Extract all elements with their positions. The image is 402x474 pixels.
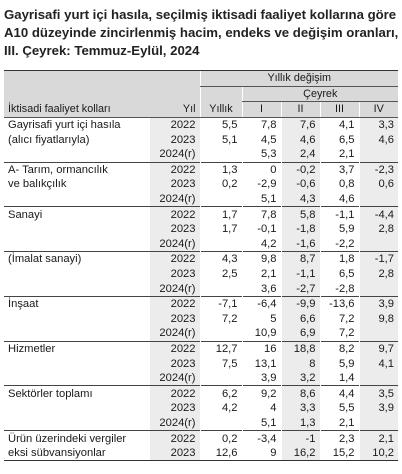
quarter-2-value: 8,6 — [281, 386, 320, 401]
quarter-1-value: 7,8 — [242, 117, 281, 132]
year-cell: 2023 — [150, 267, 200, 282]
quarter-4-value — [359, 281, 398, 296]
quarter-2-value: -1,8 — [281, 222, 320, 237]
quarter-4-value: 3,5 — [359, 386, 398, 401]
sector-label — [4, 371, 150, 386]
quarter-1-value: 2,1 — [242, 267, 281, 282]
quarter-3-value: 7,2 — [320, 312, 359, 327]
quarter-3-value: 6,5 — [320, 132, 359, 147]
quarter-header: Çeyrek — [242, 86, 398, 102]
annual-value — [200, 147, 242, 162]
annual-value: -7,1 — [200, 296, 242, 311]
quarter-4-value: 3,9 — [359, 401, 398, 416]
quarter-2-value: 6,6 — [281, 312, 320, 327]
quarter-1-value: -0,1 — [242, 222, 281, 237]
quarter-2-value: 2,4 — [281, 147, 320, 162]
quarter-1-value: 3,9 — [242, 371, 281, 386]
year-cell: 2023 — [150, 132, 200, 147]
quarter-4-value: -1,7 — [359, 252, 398, 267]
annual-value — [200, 416, 242, 431]
quarter-3-value: 4,4 — [320, 386, 359, 401]
quarter-3-value: 4,6 — [320, 192, 359, 207]
table-row — [4, 207, 398, 222]
table-row — [4, 326, 398, 341]
quarter-3-header: III — [320, 102, 359, 118]
quarter-2-value: -9,9 — [281, 296, 320, 311]
quarter-4-value — [359, 371, 398, 386]
quarter-4-value: -4,4 — [359, 207, 398, 222]
quarter-3-value: 15,2 — [320, 446, 359, 461]
year-cell: 2022 — [150, 296, 200, 311]
sector-label: (alıcı fiyatlarıyla) — [8, 133, 90, 146]
table-row — [4, 431, 398, 446]
year-cell: 2024(r) — [150, 237, 200, 252]
quarter-1-value: 5,1 — [242, 416, 281, 431]
sector-label — [4, 312, 150, 327]
year-cell: 2022 — [150, 117, 200, 132]
table-row — [4, 416, 398, 431]
year-cell: 2022 — [150, 341, 200, 356]
sector-label — [4, 267, 150, 282]
year-cell: 2022 — [150, 431, 200, 446]
quarter-2-value: 4,3 — [281, 192, 320, 207]
year-column-header: Yıl — [150, 102, 200, 118]
quarter-2-value: -0,6 — [281, 177, 320, 192]
annual-value: 6,2 — [200, 386, 242, 401]
annual-value: 7,5 — [200, 356, 242, 371]
year-cell: 2023 — [150, 446, 200, 461]
quarter-3-value: 5,5 — [320, 401, 359, 416]
quarter-2-value: 1,3 — [281, 416, 320, 431]
sector-label: Sektörler toplamı — [4, 386, 150, 401]
sector-label: Ürün üzerindeki vergiler — [4, 431, 150, 446]
gdp-table — [4, 70, 398, 461]
table-body — [4, 117, 398, 461]
quarter-1-value: -2,9 — [242, 177, 281, 192]
quarter-4-value — [359, 416, 398, 431]
annual-value — [200, 326, 242, 341]
quarter-3-value: 5,9 — [320, 222, 359, 237]
quarter-2-value: 8 — [281, 356, 320, 371]
annual-value: 5,1 — [200, 132, 242, 147]
quarter-4-value: 2,1 — [359, 431, 398, 446]
sector-label — [4, 237, 150, 252]
table-row — [4, 162, 398, 177]
quarter-3-value: 2,1 — [320, 147, 359, 162]
sector-label: İnşaat — [4, 296, 150, 311]
annual-value: 1,7 — [200, 207, 242, 222]
quarter-1-value: -3,4 — [242, 431, 281, 446]
annual-value — [200, 371, 242, 386]
sector-label: A- Tarım, ormancılık — [4, 162, 150, 177]
quarter-2-value: -1 — [281, 431, 320, 446]
quarter-3-value: 7,2 — [320, 326, 359, 341]
quarter-1-value: 5 — [242, 312, 281, 327]
quarter-3-value: 3,7 — [320, 162, 359, 177]
sector-label — [4, 281, 150, 296]
quarter-4-value — [359, 326, 398, 341]
quarter-1-value: -6,4 — [242, 296, 281, 311]
table-row — [4, 147, 398, 162]
year-cell: 2023 — [150, 401, 200, 416]
quarter-2-value: -0,2 — [281, 162, 320, 177]
quarter-4-value: 9,7 — [359, 341, 398, 356]
annual-value — [200, 281, 242, 296]
annual-value: 12,6 — [200, 446, 242, 461]
quarter-3-value: -1,1 — [320, 207, 359, 222]
annual-column-header: Yıllık — [200, 102, 242, 118]
table-row — [4, 356, 398, 371]
annual-value: 5,5 — [200, 117, 242, 132]
annual-value — [200, 237, 242, 252]
quarter-4-value: 2,8 — [359, 267, 398, 282]
year-cell: 2024(r) — [150, 192, 200, 207]
quarter-1-value: 5,1 — [242, 192, 281, 207]
annual-value: 4,3 — [200, 252, 242, 267]
quarter-1-header: I — [242, 102, 281, 118]
table-row — [4, 267, 398, 282]
sector-label: Sanayi — [4, 207, 150, 222]
quarter-3-value: 5,9 — [320, 356, 359, 371]
year-cell: 2023 — [150, 356, 200, 371]
sector-label — [4, 222, 150, 237]
quarter-3-value: 2,3 — [320, 431, 359, 446]
quarter-2-value: 3,3 — [281, 401, 320, 416]
quarter-3-value: 1,4 — [320, 371, 359, 386]
year-cell: 2024(r) — [150, 371, 200, 386]
quarter-1-value: 16 — [242, 341, 281, 356]
sector-label: Gayrisafi yurt içi hasıla — [8, 119, 121, 132]
quarter-3-value: -2,8 — [320, 281, 359, 296]
year-cell: 2023 — [150, 222, 200, 237]
quarter-4-value: 3,9 — [359, 296, 398, 311]
quarter-4-header: IV — [359, 102, 398, 118]
year-cell: 2022 — [150, 252, 200, 267]
quarter-1-value: 9,2 — [242, 386, 281, 401]
table-row — [4, 401, 398, 416]
year-cell: 2023 — [150, 312, 200, 327]
quarter-3-value: 4,1 — [320, 117, 359, 132]
quarter-2-value: 16,2 — [281, 446, 320, 461]
quarter-4-value — [359, 237, 398, 252]
quarter-3-value: 0,8 — [320, 177, 359, 192]
table-row — [4, 296, 398, 311]
sector-label — [4, 147, 150, 162]
quarter-3-value: 1,8 — [320, 252, 359, 267]
quarter-1-value: 4 — [242, 401, 281, 416]
sector-label — [4, 401, 150, 416]
table-row — [4, 312, 398, 327]
year-cell: 2024(r) — [150, 147, 200, 162]
quarter-1-value: 9 — [242, 446, 281, 461]
table-row — [4, 341, 398, 356]
quarter-1-value: 0 — [242, 162, 281, 177]
annual-change-header: Yıllık değişim — [200, 71, 398, 87]
annual-value: 12,7 — [200, 341, 242, 356]
quarter-1-value: 9,8 — [242, 252, 281, 267]
sector-label: ve balıkçılık — [8, 178, 67, 191]
table-row — [4, 281, 398, 296]
quarter-4-value: 4,1 — [359, 356, 398, 371]
quarter-4-value: 10,2 — [359, 446, 398, 461]
year-cell: 2023 — [150, 177, 200, 192]
year-cell: 2024(r) — [150, 281, 200, 296]
quarter-4-value: 4,6 — [359, 132, 398, 147]
quarter-4-value: 0,6 — [359, 177, 398, 192]
quarter-2-value: 8,7 — [281, 252, 320, 267]
annual-value: 7,2 — [200, 312, 242, 327]
quarter-4-value: 9,8 — [359, 312, 398, 327]
annual-value: 0,2 — [200, 177, 242, 192]
table-row — [4, 237, 398, 252]
annual-value: 1,3 — [200, 162, 242, 177]
year-cell: 2022 — [150, 207, 200, 222]
sector-label — [4, 326, 150, 341]
quarter-1-value: 5,3 — [242, 147, 281, 162]
sector-label: eksi sübvansiyonlar — [4, 446, 150, 461]
table-row — [4, 192, 398, 207]
table-row — [4, 446, 398, 461]
annual-value: 0,2 — [200, 431, 242, 446]
quarter-2-value: -1,1 — [281, 267, 320, 282]
sector-label — [4, 192, 150, 207]
quarter-2-value: 4,6 — [281, 132, 320, 147]
year-cell: 2024(r) — [150, 416, 200, 431]
quarter-1-value: 10,9 — [242, 326, 281, 341]
year-cell: 2024(r) — [150, 326, 200, 341]
quarter-1-value: 4,2 — [242, 237, 281, 252]
quarter-3-value: 8,2 — [320, 341, 359, 356]
table-row — [4, 132, 398, 147]
quarter-3-value: -13,6 — [320, 296, 359, 311]
quarter-1-value: 3,6 — [242, 281, 281, 296]
quarter-4-value — [359, 192, 398, 207]
annual-value: 2,5 — [200, 267, 242, 282]
quarter-2-value: 5,8 — [281, 207, 320, 222]
quarter-2-header: II — [281, 102, 320, 118]
quarter-1-value: 13,1 — [242, 356, 281, 371]
table-row — [4, 222, 398, 237]
sector-label: Hizmetler — [4, 341, 150, 356]
sector-column-header: İktisadi faaliyet kolları — [4, 102, 150, 118]
quarter-3-value: -2,2 — [320, 237, 359, 252]
sector-label — [4, 416, 150, 431]
table-row — [4, 386, 398, 401]
table-row — [4, 371, 398, 386]
annual-value: 4,2 — [200, 401, 242, 416]
quarter-2-value: -2,7 — [281, 281, 320, 296]
quarter-1-value: 7,8 — [242, 207, 281, 222]
sector-label — [4, 356, 150, 371]
quarter-2-value: 6,9 — [281, 326, 320, 341]
quarter-4-value: 2,8 — [359, 222, 398, 237]
quarter-4-value: -2,3 — [359, 162, 398, 177]
sector-label: (İmalat sanayi) — [4, 252, 150, 267]
annual-value — [200, 192, 242, 207]
table-row — [4, 177, 398, 192]
quarter-2-value: 18,8 — [281, 341, 320, 356]
annual-value: 1,7 — [200, 222, 242, 237]
year-cell: 2022 — [150, 386, 200, 401]
quarter-3-value: 2,1 — [320, 416, 359, 431]
table-title: Gayrisafi yurt içi hasıla, seçilmiş iktisadi faaliyet kollarına göre A10 düzeyinde zincirlenmiş hacim, endeks ve değişim oranları, III. Çeyrek: Temmuz-Eylül, 2024 — [4, 7, 399, 58]
table-row — [4, 252, 398, 267]
quarter-3-value: 6,5 — [320, 267, 359, 282]
quarter-2-value: -1,6 — [281, 237, 320, 252]
quarter-2-value: 7,6 — [281, 117, 320, 132]
quarter-4-value — [359, 147, 398, 162]
quarter-1-value: 4,5 — [242, 132, 281, 147]
year-cell: 2022 — [150, 162, 200, 177]
table-row — [4, 117, 398, 132]
quarter-4-value: 3,3 — [359, 117, 398, 132]
quarter-2-value: 3,2 — [281, 371, 320, 386]
